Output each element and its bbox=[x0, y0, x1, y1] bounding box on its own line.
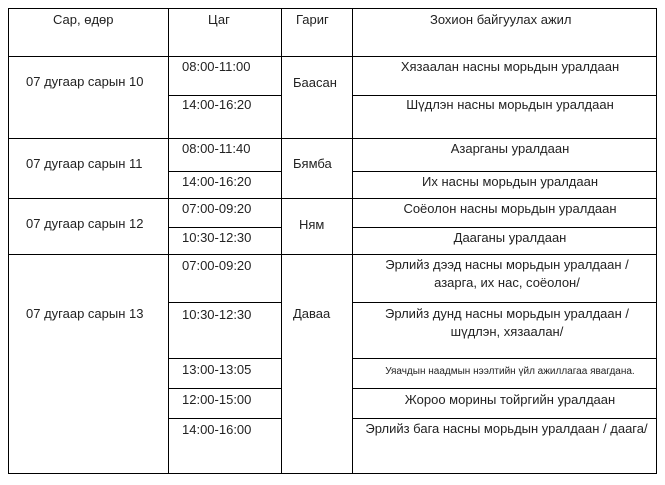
time-cell: 14:00-16:20 bbox=[182, 97, 252, 112]
grid-line-bottom bbox=[8, 473, 656, 474]
date-cell: 07 дугаар сарын 13 bbox=[26, 306, 144, 321]
time-cell: 07:00-09:20 bbox=[182, 258, 252, 273]
header-activity: Зохион байгуулах ажил bbox=[430, 12, 572, 27]
time-cell: 08:00-11:40 bbox=[182, 141, 251, 156]
grid-line bbox=[352, 171, 656, 172]
grid-line-col1 bbox=[168, 8, 169, 474]
activity-cell: Эрлийз дээд насны морьдын уралдаан /азарга, их нас, соёолон/ bbox=[385, 257, 629, 290]
header-date: Сар, өдөр bbox=[53, 12, 114, 27]
grid-line bbox=[352, 358, 656, 359]
grid-line bbox=[168, 358, 281, 359]
grid-line bbox=[8, 198, 656, 199]
activity-cell: Хязаалан насны морьдын уралдаан bbox=[400, 59, 620, 74]
grid-line bbox=[352, 227, 656, 228]
activity-cell: Уяачдын наадмын нээлтийн үйл ажиллагаа явагдана. bbox=[385, 366, 635, 377]
date-cell: 07 дугаар сарын 10 bbox=[26, 74, 144, 89]
grid-line bbox=[352, 418, 656, 419]
grid-line bbox=[168, 388, 281, 389]
grid-line bbox=[352, 388, 656, 389]
time-cell: 14:00-16:00 bbox=[182, 422, 252, 437]
grid-line bbox=[352, 95, 656, 96]
grid-line bbox=[8, 254, 656, 255]
activity-cell: Шүдлэн насны морьдын уралдаан bbox=[406, 97, 614, 112]
header-day: Гариг bbox=[296, 12, 329, 27]
day-cell: Баасан bbox=[293, 75, 337, 90]
time-cell: 14:00-16:20 bbox=[182, 174, 252, 189]
time-cell: 10:30-12:30 bbox=[182, 307, 252, 322]
activity-cell: Эрлийз дунд насны морьдын уралдаан /шүдлэн, хязаалан/ bbox=[384, 306, 630, 339]
time-cell: 13:00-13:05 bbox=[182, 362, 252, 377]
activity-cell: Их насны морьдын уралдаан bbox=[421, 174, 598, 189]
grid-line-col3 bbox=[352, 8, 353, 474]
date-cell: 07 дугаар сарын 11 bbox=[26, 156, 143, 171]
time-cell: 12:00-15:00 bbox=[182, 392, 252, 407]
header-time: Цаг bbox=[208, 12, 230, 27]
grid-line bbox=[168, 302, 281, 303]
day-cell: Бямба bbox=[293, 156, 332, 171]
activity-cell: Жороо морины тойргийн уралдаан bbox=[404, 392, 616, 407]
activity-cell: Дааганы уралдаан bbox=[453, 230, 567, 245]
grid-line bbox=[168, 418, 281, 419]
grid-line bbox=[168, 171, 281, 172]
grid-line bbox=[168, 227, 281, 228]
activity-cell: Соёолон насны морьдын уралдаан bbox=[403, 201, 617, 216]
grid-line bbox=[352, 302, 656, 303]
grid-line bbox=[8, 138, 656, 139]
activity-cell: Эрлийз бага насны морьдын уралдаан / даага/ bbox=[365, 421, 648, 436]
grid-line-top bbox=[8, 8, 656, 9]
time-cell: 07:00-09:20 bbox=[182, 201, 252, 216]
time-cell: 08:00-11:00 bbox=[182, 59, 251, 74]
time-cell: 10:30-12:30 bbox=[182, 230, 252, 245]
grid-line-header-bottom bbox=[8, 56, 656, 57]
date-cell: 07 дугаар сарын 12 bbox=[26, 216, 144, 231]
activity-cell: Азарганы уралдаан bbox=[450, 141, 570, 156]
grid-line-left bbox=[8, 8, 9, 474]
day-cell: Даваа bbox=[293, 306, 331, 321]
grid-line bbox=[168, 95, 281, 96]
grid-line-col2 bbox=[281, 8, 282, 474]
day-cell: Ням bbox=[299, 217, 325, 232]
